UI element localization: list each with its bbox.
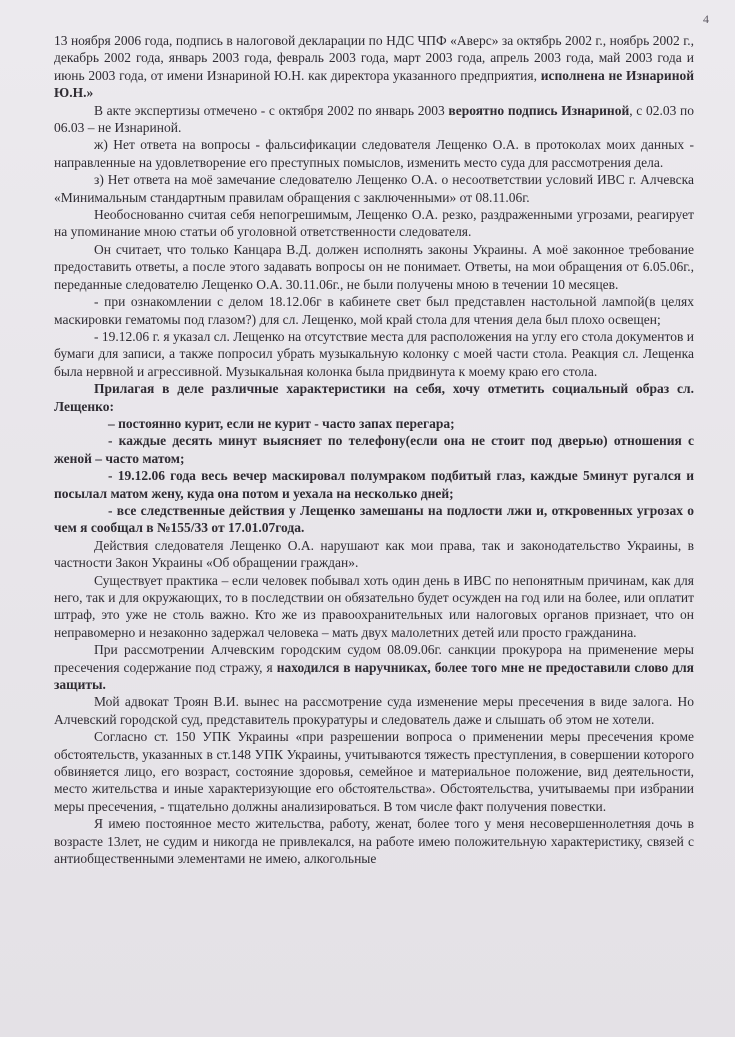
paragraph-p10 [54,415,694,432]
paragraph-p15 [54,572,694,642]
page-number: 4 [703,12,709,26]
paragraph-p13 [54,502,694,537]
paragraph-text: исполнена не Изнариной Ю.Н.» [54,67,695,101]
paragraph-p1 [54,32,694,102]
paragraph-text: вероятно подпись Изнариной [448,102,630,118]
paragraph-text: ж) Нет ответа на вопросы - фальсификации следователя Лещенко О.А. в протоколах моих данных - направленные на удовлетворение его преступных помыслов, изменить место суда для рассмотрения дела. [54,137,694,170]
paragraph-text: - каждые десять минут выясняет по телефону(если она не стоит под дверью) отношения с женой – часто матом; [54,433,694,466]
paragraph-p4 [54,171,694,206]
paragraph-text: - 19.12.06 г. я указал сл. Лещенко на отсутствие места для расположения на углу его стола документов и бумаги для записи, а также попросил убрать музыкальную колонку с моей части стола. Реакция сл. Лещенка была нервной и агрессивной. Музыкальная колонка была придвинута к моему краю его стола. [54,328,694,379]
paragraph-text: - при ознакомлении с делом 18.12.06г в кабинете свет был представлен настольной лампой(в целях маскировки гематомы под глазом?) для сл. Лещенко, мой край стола для чтения дела был плохо освещен; [54,294,694,327]
paragraph-text: Согласно ст. 150 УПК Украины «при разрешении вопроса о применении меры пресечения кроме обстоятельств, указанных в ст.148 УПК Украины, учитываются тяжесть преступления, в совершении которого обвиняется лицо, его возраст, состояние здоровья, семейное и материальное положение, вид деятельности, место жительства и иные характеризующие его обстоятельства». Обстоятельства, учитываемы при избрании меры пресечения, - тщательно должны анализироваться. В том числе факт получения повестки. [54,729,694,814]
paragraph-text: Существует практика – если человек побывал хоть один день в ИВС по непонятным причинам, как для него, так и для окружающих, то в последствии он обязательно будет осужден на год или на более, или оплатит штраф, это уже не столь важно. Кто же из правоохранительных или налоговых органов признает, что он неправомерно и незаконно задержал человека – мать двух малолетних детей или просто гражданина. [54,572,694,640]
paragraph-p18 [54,728,694,815]
paragraph-text: В акте экспертизы отмечено - с октября 2002 по январь 2003 [94,102,449,118]
paragraph-p17 [54,693,694,728]
paragraph-p12 [54,467,694,502]
paragraph-p19 [54,815,694,867]
paragraph-text: Мой адвокат Троян В.И. вынес на рассмотрение суда изменение меры пресечения в виде залога. Но Алчевский городской суд, представитель прокуратуры и следователь даже и слышать об этом не хотели. [54,694,694,727]
paragraph-text: з) Нет ответа на моё замечание следователю Лещенко О.А. о несоответствии условий ИВС г. Алчевска «Минимальным стандартным правилам обращения с заключенными» от 08.11.06г. [54,172,694,205]
paragraph-p8 [54,328,694,380]
paragraph-p7 [54,293,694,328]
paragraph-text: - 19.12.06 года весь вечер маскировал полумраком подбитый глаз, каждые 5минут ругался и посылал матом жену, куда она потом и уехала на несколько дней; [54,468,694,501]
paragraph-text: 13 ноября 2006 года, подпись в налоговой декларации по НДС ЧПФ «Аверс» за октябрь 2002 г., ноябрь 2002 г., декабрь 2002 года, январь 2003 года, февраль 2003 года, март 2003 года, апрель 2003 года, май 2003 года и июнь 2003 года, от имени Изнариной Ю.Н. как директора указанного предприятия, [54,33,694,83]
paragraph-text: - все следственные действия у Лещенко замешаны на подлости лжи и, откровенных угрозах о чем я сообщал в №155/33 от 17.01.07года. [54,502,694,536]
paragraph-p16 [54,641,694,693]
paragraph-p5 [54,206,694,241]
paragraph-p9 [54,380,694,415]
paragraph-text: Я имею постоянное место жительства, работу, женат, более того у меня несовершеннолетняя дочь в возрасте 13лет, не судим и никогда не привлекался, на работе имею положительную характеристику, связей с антиобщественными элементами не имею, алкогольные [54,816,694,867]
paragraph-text: , с 02.03 по 06.03 – не Изнариной. [54,102,695,136]
paragraph-p3 [54,136,694,171]
paragraph-text: Действия следователя Лещенко О.А. нарушают как мои права, так и законодательство Украины, в частности Закон Украины «Об обращении граждан». [54,537,694,571]
paragraph-text: находился в наручниках, более того мне не предоставили слово для защиты. [54,659,694,693]
paragraph-text: – постоянно курит, если не курит - часто запах перегара; [108,415,455,431]
document-body [54,32,694,868]
paragraph-p2 [54,102,694,137]
paragraph-text: Он считает, что только Канцара В.Д. должен исполнять законы Украины. А моё законное требование предоставить ответы, а после этого задавать вопросы он не понимает. Ответы, на мои обращения от 6.05.06г., переданные следователю Лещенко О.А. 30.11.06г., не были получены мною в течении 10 месяцев. [54,241,694,292]
paragraph-p6 [54,241,694,293]
paragraph-text: Необоснованно считая себя непогрешимым, Лещенко О.А. резко, раздраженными угрозами, реагирует на упоминание мною статьи об уголовной ответственности следователя. [54,207,694,240]
paragraph-p14 [54,537,694,572]
paragraph-text: Прилагая в деле различные характеристики на себя, хочу отметить социальный образ сл. Лещенко: [54,381,694,414]
paragraph-p11 [54,432,694,467]
paragraph-text: При рассмотрении Алчевским городским судом 08.09.06г. санкции прокурора на применение меры пресечения содержание под стражу, я [54,642,694,675]
